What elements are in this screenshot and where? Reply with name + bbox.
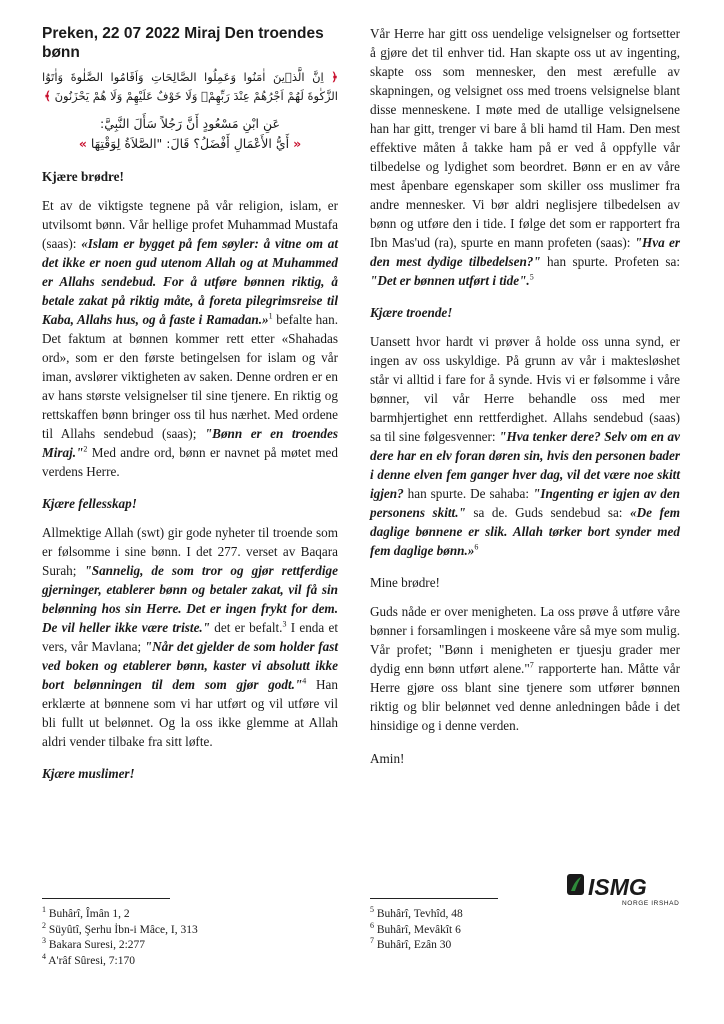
- footnote: [42, 907, 198, 923]
- logo-brand-text: ISMG: [588, 874, 647, 900]
- arabic-hadith-text: أَيُّ الأَعْمَالِ أَفْضَلُ؟ قَالَ: "الصَّلاَةُ لِوَقْتِهَا: [90, 136, 290, 151]
- paragraph-blessings: [370, 24, 680, 290]
- paragraph-river: [370, 332, 680, 560]
- footnote-divider-left: [42, 898, 170, 899]
- footnote-number: 6: [370, 920, 374, 930]
- footnote-text: Bakara Suresi, 2:277: [48, 939, 146, 951]
- ismg-logo-graphic: [566, 872, 688, 908]
- text: det er befalt.: [210, 620, 283, 635]
- text: Guds nåde er over menigheten. La oss prøve å utføre våre bønner i forsamlingen i moskeene våre så mye som mulig. Vår profet; "Bønn i menigheten er tjuesju grader mer dydig enn bønn utført alene.": [370, 604, 680, 676]
- footnote-number: 7: [370, 936, 374, 946]
- footnote-ref: 2: [83, 444, 88, 454]
- paragraph-congregation: [370, 602, 680, 735]
- quote: "Hva er den mest dydige tilbedelsen?": [370, 235, 680, 269]
- footnote-number: 5: [370, 905, 374, 915]
- arabic-hadith-intro: عَنِ ابْنِ مَسْعُودٍ أَنَّ رَجُلاً سَأَلَ النَّبِيَّ:: [100, 116, 280, 131]
- footnote-text: A'râf Sûresi, 7:170: [48, 954, 135, 967]
- footnote: [370, 907, 463, 923]
- text: han spurte. Profeten sa:: [540, 254, 681, 269]
- quote: "Ingenting er igjen av den personens skitt.": [370, 486, 680, 520]
- heading-kjaere-muslimer: Kjære muslimer!: [42, 766, 135, 781]
- quote: "Hva tenker dere? Selv om en av dere har en elv foran døren sin, hvis den personen bader i denne elven fem ganger hver dag, vil det være noe skitt igjen?: [370, 429, 680, 501]
- quote: "Det er bønnen utført i tide".: [370, 273, 530, 288]
- amin-text: Amin!: [370, 751, 405, 766]
- footnote-divider-right: [370, 898, 498, 899]
- footnote-number: 2: [42, 920, 46, 930]
- footnote-number: 3: [42, 936, 46, 946]
- text: han spurte. De sahaba:: [403, 486, 533, 501]
- text: Uansett hvor hardt vi prøver å holde oss unna synd, er ingen av oss uskyldige. På grunn av vår i maktesløshet står vi alltid i fare for å synde. Hvis vi er følsomme i våre bønner, vil vår Herre behandle oss med mer barmhjertighet enn rettferdighet. Allahs sendebud (saas) sa til sine følgesvenner:: [370, 334, 680, 444]
- footnote-number: 4: [42, 951, 46, 961]
- footnote: [370, 938, 463, 954]
- footnote-ref: 5: [529, 272, 534, 282]
- footnote-text: Buhârî, Tevhîd, 48: [376, 908, 463, 920]
- text: Et av de viktigste tegnene på vår religion, islam, er utvilsomt bønn. Vår hellige profet Muhammad Mustafa (saas):: [42, 198, 338, 251]
- footnote-ref: 1: [268, 311, 273, 321]
- footnote-ref: 7: [529, 660, 534, 670]
- heading-kjaere-troende: Kjære troende!: [370, 305, 453, 320]
- quote: "Bønn er en troendes Miraj.": [42, 426, 338, 460]
- verse-open-bracket: ﴿: [331, 70, 339, 84]
- text: befalte han. Det faktum at bønnen kommer rett etter «Shahadas ord», som er den første betingelsen for islam og vår iman, avslører viktigheten av saken. Denne ordren er en av hans største velsignelser til sine tjenere. En riktig og rettskaffen bønn bringer oss til hus nærhet. Med ordene til Allahs sendebud (saas);: [42, 312, 338, 441]
- footnote-text: Buhârî, Îmân 1, 2: [48, 908, 130, 920]
- text: Han erklærte at bønnene som vi har utført og vil utføre vil bli fullt ut belønnet. Og la oss ikke glemme at Allah aldri vender tilbake fra sitt løfte.: [42, 677, 338, 749]
- arabic-hadith: [42, 134, 338, 154]
- footnote-text: Buhârî, Mevâkît 6: [376, 923, 461, 936]
- ismg-logo: [566, 872, 688, 908]
- left-column: [42, 24, 338, 793]
- text: Allmektige Allah (swt) gir gode nyheter til troende som er følsomme i sine bønn. I det 277. verset av Baqara Surah;: [42, 525, 338, 578]
- quote: "Sannelig, de som tror og gjør rettferdige gjerninger, etablerer bønn og betaler zakat, vil få sin belønning hos sin Herre. Det er ingen frykt for dem. De vil heller ikke være triste.": [42, 563, 338, 635]
- paragraph-islam-pillars: [42, 196, 338, 481]
- page-title: Preken, 22 07 2022 Miraj Den troendes bønn: [42, 25, 324, 61]
- heading-mine-brodre: Mine brødre!: [370, 575, 440, 590]
- footnote: [42, 951, 198, 970]
- right-column: [370, 24, 680, 767]
- quote: «De fem daglige bønnene er slik. Allah tørker bort synder med fem daglige bønn.»: [370, 505, 680, 558]
- footnote-text: Süyûtî, Şerhu İbn-i Mâce, I, 313: [48, 923, 198, 936]
- verse-close-bracket: ﴾: [44, 89, 51, 103]
- footnote: [42, 920, 198, 939]
- arabic-verse-text: اِنَّ الَّذ۪ينَ اٰمَنُوا وَعَمِلُوا الصَّالِحَاتِ وَاَقَامُوا الصَّلٰوةَ وَاٰتَوُا الزَّكٰوةَ لَهُمْ اَجْرُهُمْ عِنْدَ رَبِّهِمْۚ وَلَا خَوْفٌ عَلَيْهِمْ وَلَا هُمْ يَحْزَنُونَ: [42, 70, 338, 103]
- text: sa de. Guds sendebud sa:: [465, 505, 630, 520]
- quote: "Når det gjelder de som holder fast ved boken og etablerer bønn, kaster vi absolutt ikke bort belønningen til dem som gjør godt.": [42, 639, 338, 692]
- footnote: [370, 920, 463, 939]
- footnote-ref: 4: [302, 676, 307, 686]
- footnote-number: 1: [42, 905, 46, 915]
- footnotes-right: [370, 907, 463, 954]
- footnotes-left: [42, 907, 198, 969]
- footnote-text: Buhârî, Ezân 30: [376, 939, 452, 951]
- text: Vår Herre har gitt oss uendelige velsignelser og fortsetter å gjøre det til enhver tid. Han skapte oss ut av ingenting, skapte oss som mennesker, den mest ærefulle av skapningen, og velsignet oss med troens velsignelse blant disse menneskene. I møte med de utallige velsignelsene han har gitt, trenger vi bare å bli hamd til Ham. Den mest effektive måten å takke ham på er ved å oppfylle vår tilbedelse og lydighet som beordret. Bønn er en av våre mest åpenbare egenskaper som skiller oss muslimer fra andre mennesker. Vi bør aldri neglisjere tilbedelsen av bønn og utføre den i tide. I følge det som er rapportert fra Ibn Mas'ud (ra), spurte en mann profeten (saas):: [370, 26, 680, 250]
- footnote-ref: 3: [282, 619, 287, 629]
- text: Med andre ord, bønn er navnet på møtet med verdens Herre.: [42, 445, 338, 479]
- heading-kjaere-fellesskap: Kjære fellesskap!: [42, 496, 137, 511]
- logo-sub-text: NORGE IRSHAD: [622, 900, 680, 907]
- quote: «Islam er bygget på fem søyler: å vitne om at det ikke er noen gud utenom Allah og at Muhammed er Allahs sendebud. For å utføre bønnen riktig, å betale zakat på riktig måte, å foreta pilegrimsreise til Kaba, Allahs hus, og å faste i Ramadan.»: [42, 236, 338, 327]
- footnote-ref: 6: [474, 542, 479, 552]
- footnote: [42, 938, 198, 954]
- arabic-verse: [42, 68, 338, 106]
- text: rapporterte han. Måtte vår Herre gjøre oss blant sine tjenere som utfører bønnen riktig og blir belønnet ved denne anledningen både i det hinsidige og i denne verden.: [370, 661, 680, 733]
- hadith-close-bracket: »: [78, 136, 87, 151]
- hadith-open-bracket: «: [293, 136, 302, 151]
- paragraph-good-news: [42, 523, 338, 751]
- heading-kjaere-brodre: Kjære brødre!: [42, 169, 124, 184]
- text: I enda et vers, vår Mavlana;: [42, 620, 338, 654]
